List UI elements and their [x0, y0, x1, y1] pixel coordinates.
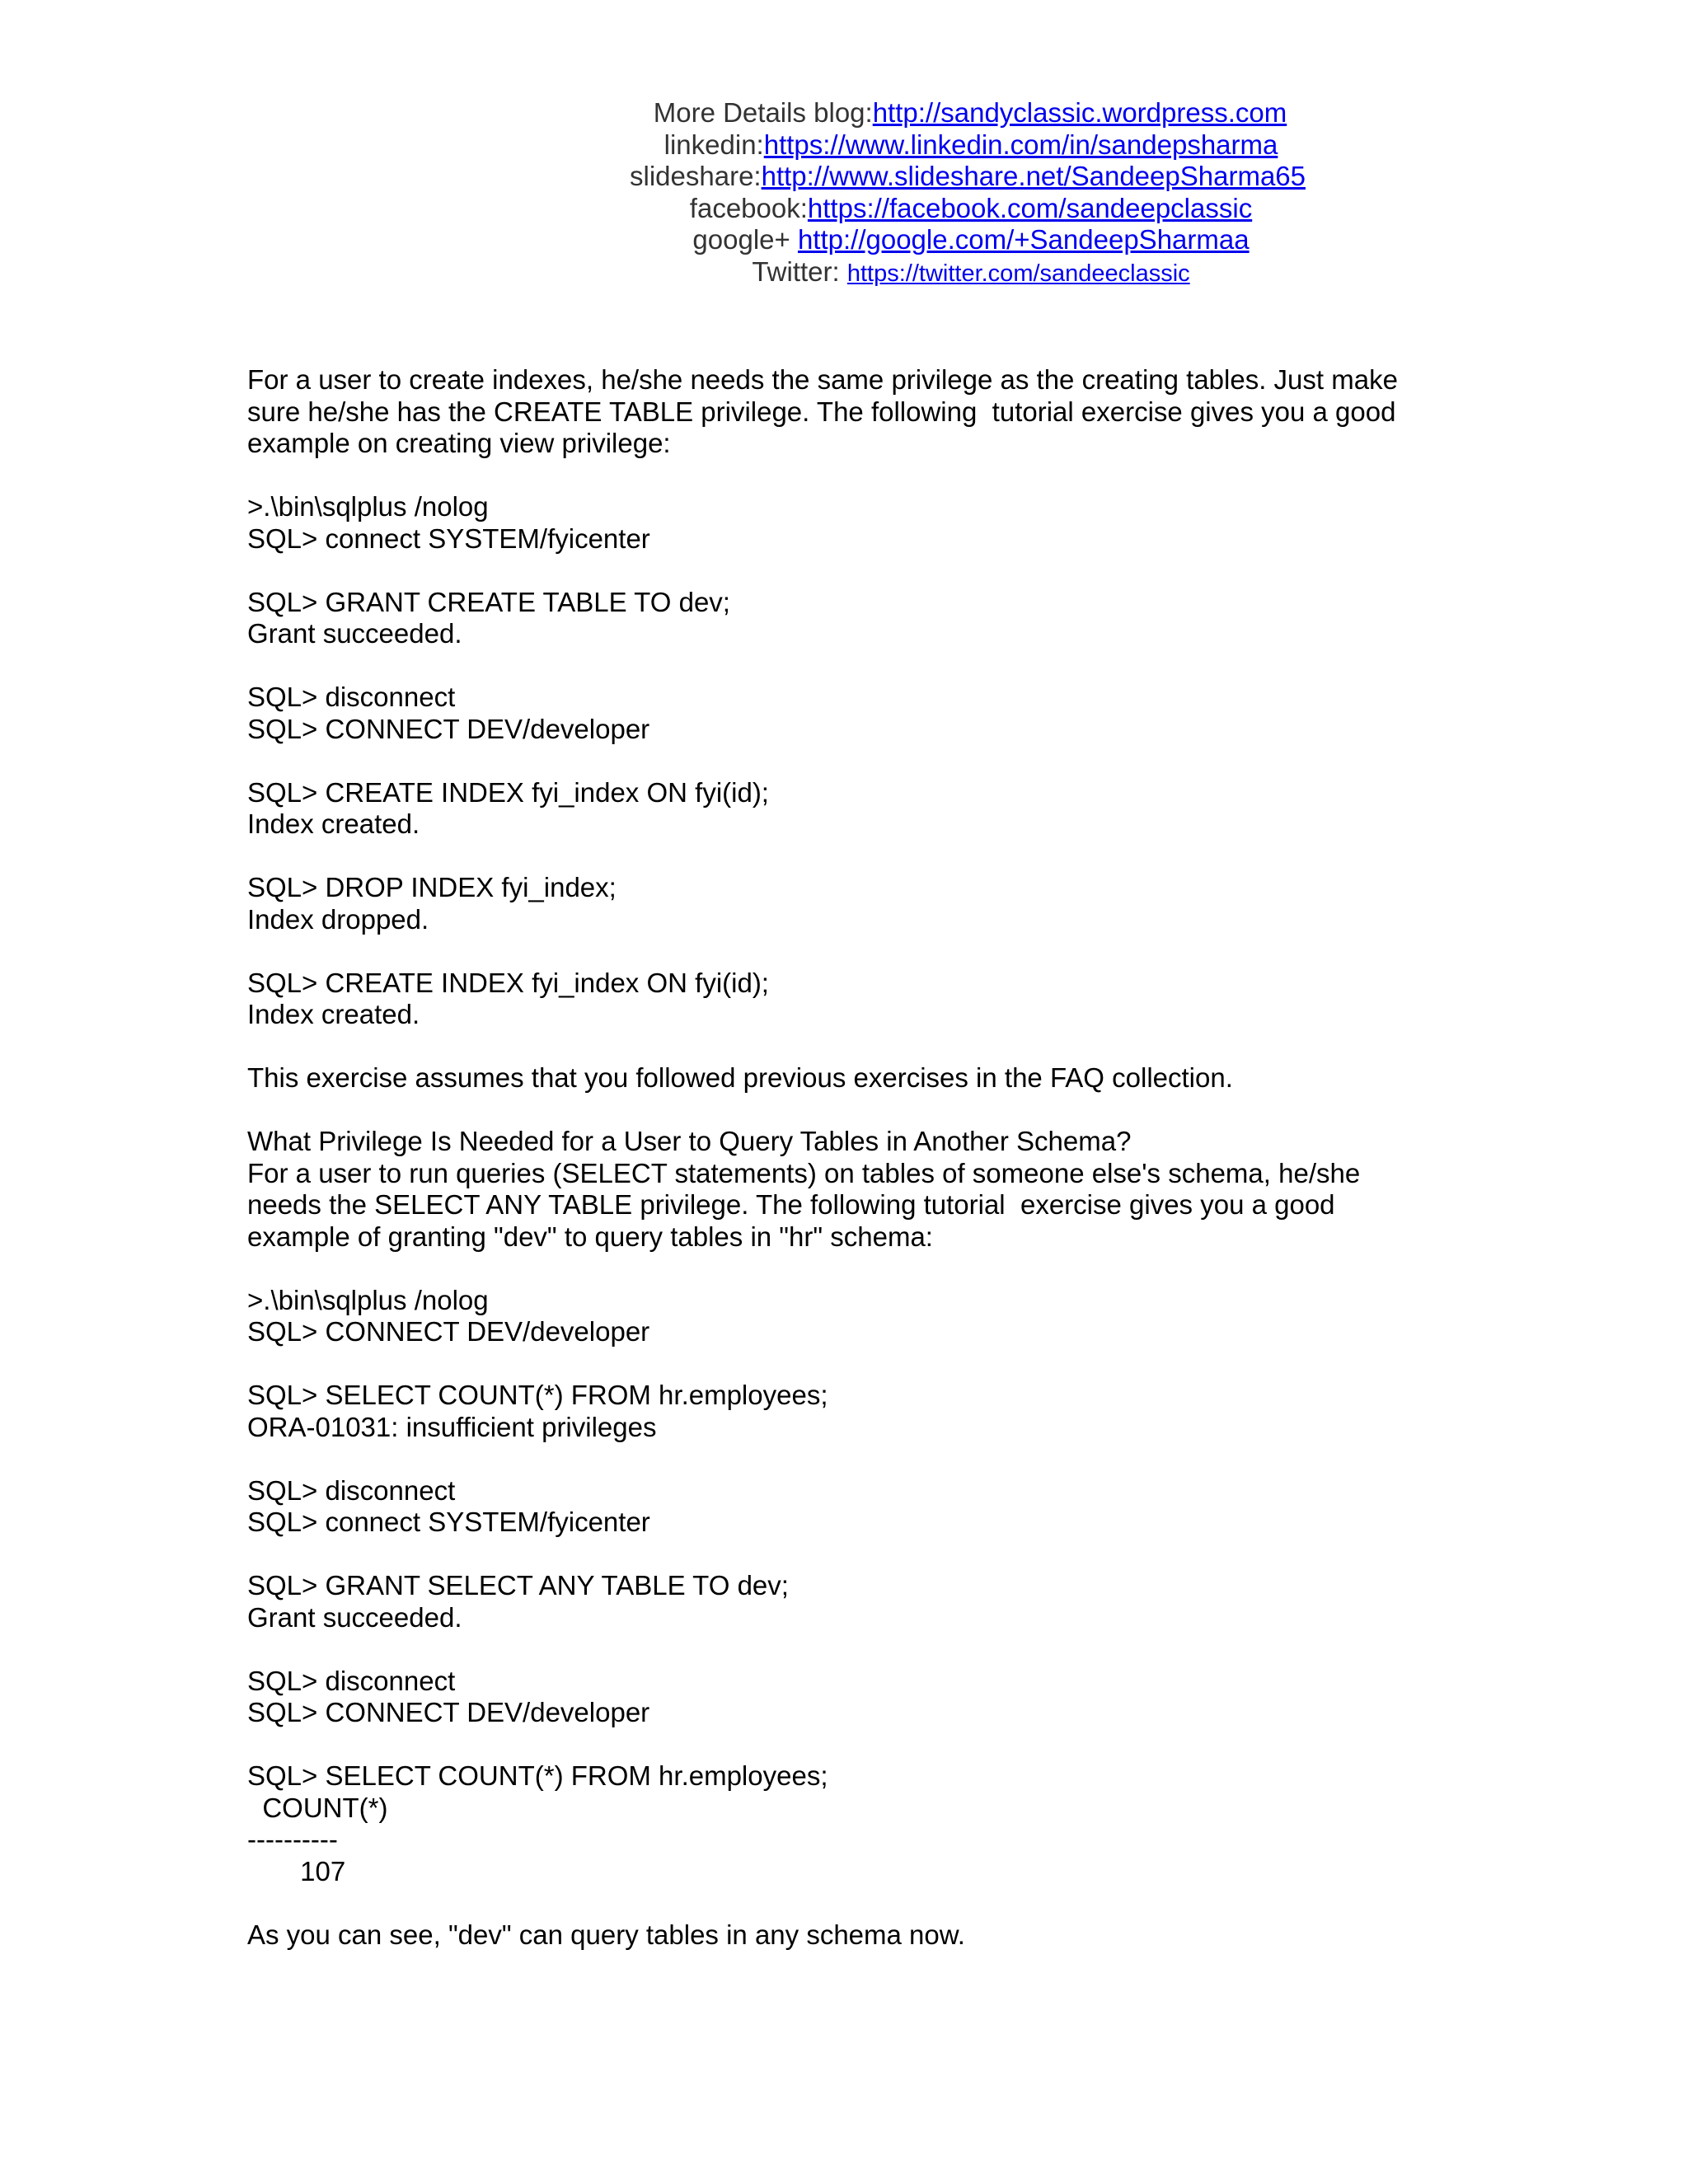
code-line: SQL> CONNECT DEV/developer	[247, 1697, 650, 1727]
header-line-google	[0, 224, 1688, 256]
sqlplus-session-index	[247, 491, 1442, 1031]
header-line-twitter	[0, 256, 1688, 290]
code-line: SQL> GRANT CREATE TABLE TO dev;	[247, 586, 730, 617]
code-line: SQL> CREATE INDEX fyi_index ON fyi(id);	[247, 776, 769, 808]
code-line: SQL> CREATE INDEX fyi_index ON fyi(id);	[247, 967, 769, 998]
blank-line	[247, 1633, 1442, 1666]
answer-line: needs the SELECT ANY TABLE privilege. The following tutorial exercise gives you a good	[247, 1189, 1335, 1220]
code-line: SQL> connect SYSTEM/fyicenter	[247, 1507, 650, 1537]
google-label: google+	[692, 224, 798, 255]
code-line: SQL> connect SYSTEM/fyicenter	[247, 523, 650, 554]
blank-line	[247, 745, 1442, 777]
blog-label: More Details blog:	[653, 97, 873, 128]
code-line: SQL> SELECT COUNT(*) FROM hr.employees;	[247, 1760, 828, 1791]
conclusion-paragraph: As you can see, "dev" can query tables in any schema now.	[247, 1919, 965, 1950]
code-line: SQL> GRANT SELECT ANY TABLE TO dev;	[247, 1570, 789, 1601]
code-line: ORA-01031: insufficient privileges	[247, 1411, 657, 1442]
sqlplus-session-select	[247, 1285, 1442, 1888]
spacer	[247, 460, 1442, 492]
blank-line	[247, 1348, 1442, 1380]
blank-line	[247, 1729, 1442, 1761]
code-line: Grant succeeded.	[247, 1601, 462, 1633]
code-line: Grant succeeded.	[247, 618, 462, 649]
blank-line	[247, 1539, 1442, 1571]
code-line: ----------	[247, 1824, 338, 1854]
code-line: >.\bin\sqlplus /nolog	[247, 491, 489, 522]
blank-line	[247, 650, 1442, 682]
code-line: SQL> disconnect	[247, 682, 456, 712]
code-line: >.\bin\sqlplus /nolog	[247, 1284, 489, 1315]
blog-link[interactable]: http://sandyclassic.wordpress.com	[872, 97, 1287, 128]
twitter-link[interactable]: https://twitter.com/sandeeclassic	[846, 260, 1190, 287]
answer-line: For a user to run queries (SELECT statements) on tables of someone else's schema, he/she	[247, 1157, 1361, 1188]
answer-paragraph	[247, 1158, 1442, 1254]
blank-line	[247, 1443, 1442, 1475]
code-line: 107	[247, 1855, 346, 1886]
facebook-link[interactable]: https://facebook.com/sandeepclassic	[807, 192, 1253, 223]
contact-header	[0, 97, 1688, 289]
spacer	[247, 1031, 1442, 1063]
code-line: SQL> CONNECT DEV/developer	[247, 713, 650, 744]
intro-line: sure he/she has the CREATE TABLE privilege. The following tutorial exercise gives you a good	[247, 396, 1396, 427]
code-line: SQL> SELECT COUNT(*) FROM hr.employees;	[247, 1380, 828, 1410]
header-line-facebook	[0, 193, 1688, 225]
code-line: SQL> disconnect	[247, 1665, 456, 1696]
linkedin-link[interactable]: https://www.linkedin.com/in/sandepsharma	[763, 129, 1278, 160]
code-line: COUNT(*)	[247, 1792, 388, 1823]
blank-line	[247, 555, 1442, 587]
header-line-linkedin	[0, 129, 1688, 162]
intro-line: For a user to create indexes, he/she needs the same privilege as the creating tables. Just make	[247, 364, 1398, 395]
spacer	[247, 1253, 1442, 1285]
intro-paragraph	[247, 364, 1442, 460]
code-line: SQL> CONNECT DEV/developer	[247, 1316, 650, 1347]
question-heading: What Privilege Is Needed for a User to Query Tables in Another Schema?	[247, 1126, 1132, 1156]
document-body	[247, 364, 1442, 1951]
slideshare-label: slideshare:	[630, 161, 762, 191]
spacer	[247, 1887, 1442, 1919]
linkedin-label: linkedin:	[663, 129, 764, 160]
spacer	[247, 1094, 1442, 1127]
slideshare-link[interactable]: http://www.slideshare.net/SandeepSharma65	[761, 161, 1306, 191]
answer-line: example of granting "dev" to query tables in "hr" schema:	[247, 1221, 933, 1252]
note-paragraph: This exercise assumes that you followed previous exercises in the FAQ collection.	[247, 1062, 1233, 1093]
code-line: SQL> disconnect	[247, 1474, 456, 1506]
code-line: Index created.	[247, 808, 420, 839]
intro-line: example on creating view privilege:	[247, 428, 671, 458]
code-line: Index dropped.	[247, 903, 429, 935]
twitter-label: Twitter:	[752, 255, 847, 287]
google-link[interactable]: http://google.com/+SandeepSharmaa	[797, 224, 1250, 255]
code-line: SQL> DROP INDEX fyi_index;	[247, 872, 617, 902]
header-line-blog	[0, 97, 1688, 129]
blank-line	[247, 841, 1442, 873]
header-line-slideshare	[0, 161, 1688, 193]
blank-line	[247, 935, 1442, 968]
code-line: Index created.	[247, 999, 420, 1029]
facebook-label: facebook:	[689, 192, 808, 223]
